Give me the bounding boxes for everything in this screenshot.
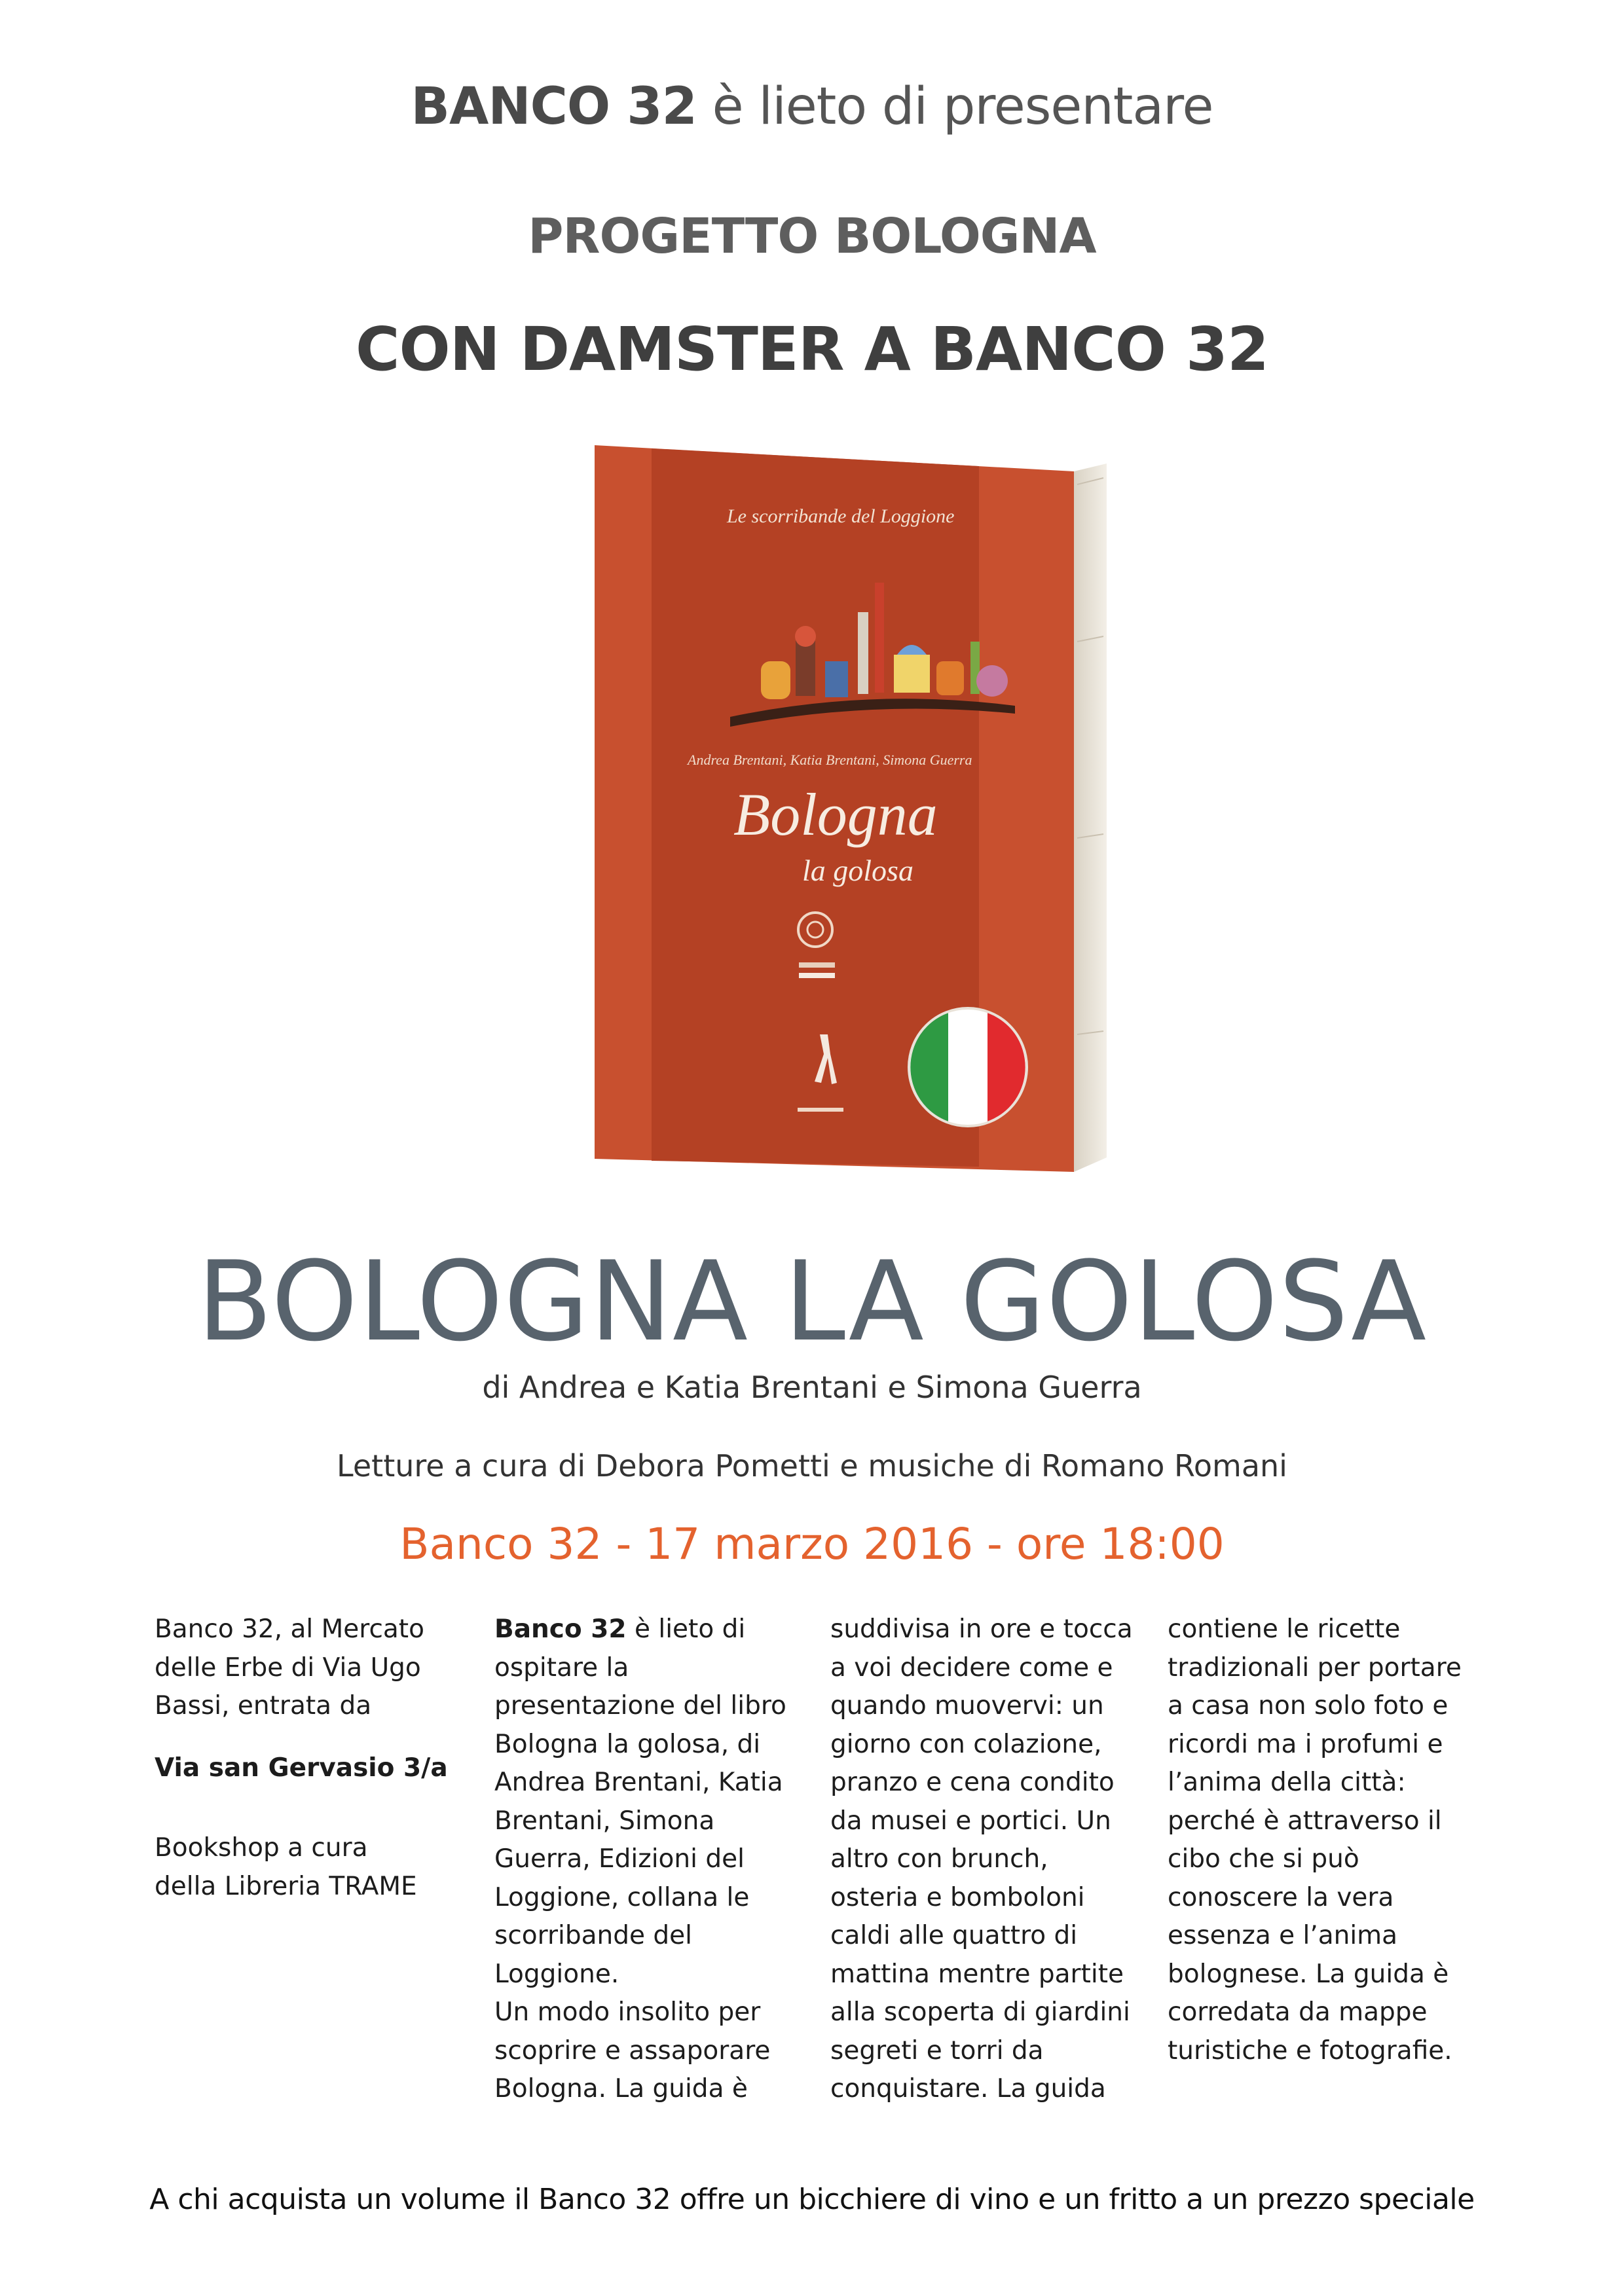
book-cover-image <box>589 445 1107 1178</box>
cover-authors: Andrea Brentani, Katia Brentani, Simona Guerra <box>688 752 972 768</box>
description-line: suddivisa in ore e tocca <box>830 1614 1133 1644</box>
intro-brand: BANCO 32 <box>411 77 697 136</box>
cover-title-line1: Bologna <box>733 781 938 848</box>
description-line: Bologna. La guida è <box>494 2074 748 2104</box>
description-line: altro con brunch, <box>830 1844 1048 1874</box>
book-pages <box>1074 464 1107 1172</box>
description-line: Brentani, Simona <box>494 1806 715 1836</box>
description-line: cibo che si può <box>1168 1844 1359 1874</box>
description-line: a voi decidere come e <box>830 1652 1113 1683</box>
description-line: conoscere la vera <box>1168 1882 1394 1912</box>
description-line: Loggione, collana le <box>494 1882 750 1912</box>
description-line: scorribande del <box>494 1921 692 1950</box>
description-line: a casa non solo foto e <box>1168 1691 1449 1721</box>
description-line: bolognese. La guida è <box>1168 1959 1449 1989</box>
description-line: Andrea Brentani, Katia <box>494 1768 783 1797</box>
location-line: Banco 32, al Mercato <box>155 1614 424 1644</box>
description-line: ricordi ma i profumi e <box>1168 1729 1443 1759</box>
description-line: Un modo insolito per <box>494 1997 761 2027</box>
description-line: presentazione del libro <box>494 1691 786 1721</box>
description-line: caldi alle quattro di <box>830 1921 1078 1950</box>
address: Via san Gervasio 3/a <box>155 1753 448 1783</box>
description-line: perché è attraverso il <box>1168 1806 1442 1836</box>
description-line: Bologna la golosa, di <box>494 1729 761 1759</box>
readings-credits: Letture a cura di Debora Pometti e musiche di Romano Romani <box>337 1448 1287 1484</box>
description-column-2 <box>830 1611 1138 2109</box>
description-line: pranzo e cena condito <box>830 1768 1115 1797</box>
project-title: PROGETTO BOLOGNA <box>528 208 1096 264</box>
location-line: Bassi, entrata da <box>155 1691 372 1721</box>
description-line: conquistare. La guida <box>830 2074 1106 2104</box>
cover-series: Le scorribande del Loggione <box>727 505 955 527</box>
description-line: giorno con colazione, <box>830 1729 1102 1759</box>
cover-title-line2: la golosa <box>802 854 913 887</box>
book-authors: di Andrea e Katia Brentani e Simona Guerra <box>482 1370 1142 1405</box>
book-title: BOLOGNA LA GOLOSA <box>196 1237 1428 1366</box>
description-line: osteria e bomboloni <box>830 1882 1085 1912</box>
event-subtitle: CON DAMSTER A BANCO 32 <box>356 314 1268 384</box>
description-line: mattina mentre partite <box>830 1959 1124 1989</box>
description-line: ospitare la <box>494 1652 629 1683</box>
description-line: Guerra, Edizioni del <box>494 1844 745 1874</box>
description-line: tradizionali per portare <box>1168 1652 1462 1683</box>
description-line: contiene le ricette <box>1168 1614 1401 1644</box>
description-line: segreti e torri da <box>830 2035 1044 2066</box>
footer-offer: A chi acquista un volume il Banco 32 offre un bicchiere di vino e un fritto a un prezzo speciale <box>149 2183 1475 2216</box>
description-brand: Banco 32 <box>494 1614 627 1644</box>
description-line: Loggione. <box>494 1959 619 1989</box>
bookshop-line: della Libreria TRAME <box>155 1871 417 1901</box>
bookshop-line: Bookshop a cura <box>155 1833 368 1863</box>
location-column <box>155 1611 462 1906</box>
description-line: da musei e portici. Un <box>830 1806 1111 1836</box>
description-line: alla scoperta di giardini <box>830 1997 1130 2027</box>
event-date-line: Banco 32 - 17 marzo 2016 - ore 18:00 <box>399 1519 1225 1569</box>
intro-line <box>0 77 1624 136</box>
description-line: corredata da mappe <box>1168 1997 1428 2027</box>
description-line: quando muovervi: un <box>830 1691 1104 1721</box>
description-line: essenza e l’anima <box>1168 1921 1398 1950</box>
description-line: turistiche e fotografie. <box>1168 2035 1452 2066</box>
description-column-1 <box>494 1611 802 2109</box>
description-column-3 <box>1168 1611 1475 2070</box>
description-line: Banco 32 è lieto di <box>494 1614 746 1644</box>
italian-flag-badge <box>909 1008 1027 1126</box>
location-line: delle Erbe di Via Ugo <box>155 1652 421 1683</box>
description-line: l’anima della città: <box>1168 1768 1406 1797</box>
intro-text: è lieto di presentare <box>696 77 1213 136</box>
description-line: scoprire e assaporare <box>494 2035 771 2066</box>
